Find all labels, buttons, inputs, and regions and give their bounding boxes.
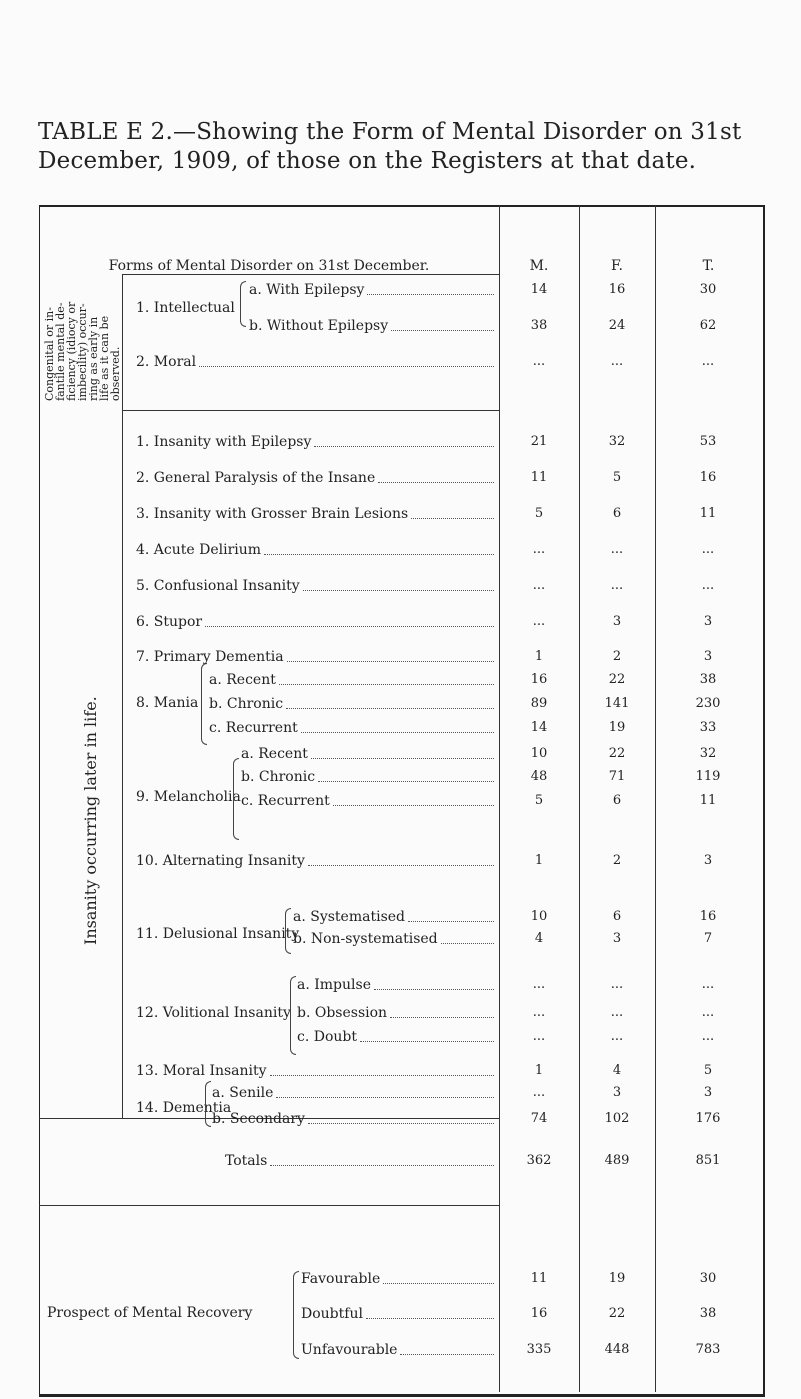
cell-m: 1 xyxy=(534,1063,544,1078)
volitional-label: 12. Volitional Insanity xyxy=(136,1005,291,1021)
page-title xyxy=(38,118,778,176)
volitional-brace xyxy=(290,976,296,1055)
row-leader-dots xyxy=(270,1075,494,1076)
row-label: b. Non-systematised xyxy=(293,931,438,947)
row-leader-dots xyxy=(391,330,494,331)
melancholia-brace xyxy=(233,758,239,840)
congenital-label-line: observed. xyxy=(109,346,122,401)
title-line-1: TABLE E 2.—Showing the Form of Mental Disorder on 31st xyxy=(38,119,742,145)
cell-f: ... xyxy=(610,977,624,992)
row-leader-dots xyxy=(205,626,494,627)
row-label: a. Impulse xyxy=(297,977,371,993)
congenital-label-line: fantile mental de- xyxy=(54,302,67,401)
cell-t: 3 xyxy=(703,1085,713,1100)
cell-f: 3 xyxy=(612,614,622,629)
cell-m: 74 xyxy=(530,1111,548,1126)
row-label: c. Recurrent xyxy=(209,720,298,736)
mania-label: 8. Mania xyxy=(136,695,199,711)
intellectual-brace xyxy=(240,281,246,327)
row-label: b. Chronic xyxy=(209,696,284,712)
cell-m: 5 xyxy=(534,793,544,808)
cell-m: 38 xyxy=(530,318,548,333)
cell-f: 24 xyxy=(608,318,626,333)
cell-t: 3 xyxy=(703,614,713,629)
congenital-label-line: life as it can be xyxy=(98,315,111,401)
congenital-label-line: Congenital or in- xyxy=(43,307,56,401)
congenital-label-line: ring as early in xyxy=(87,316,100,401)
cell-f: 2 xyxy=(612,853,622,868)
cell-f: 448 xyxy=(604,1342,630,1357)
mental-disorder-table xyxy=(39,205,766,1399)
cell-t: 16 xyxy=(699,909,717,924)
header-m: M. xyxy=(529,258,549,274)
cell-f: ... xyxy=(610,354,624,369)
cell-f: ... xyxy=(610,1005,624,1020)
cell-m: 4 xyxy=(534,931,544,946)
cell-m: 14 xyxy=(530,282,548,297)
cell-t: 3 xyxy=(703,853,713,868)
row-leader-dots xyxy=(276,1097,494,1098)
row-label: 10. Alternating Insanity xyxy=(136,853,305,869)
row-label: a. With Epilepsy xyxy=(249,282,365,298)
row-label: 3. Insanity with Grosser Brain Lesions xyxy=(136,506,409,522)
cell-m: 362 xyxy=(526,1153,552,1168)
delusional-brace xyxy=(285,908,291,954)
row-leader-dots xyxy=(314,446,494,447)
row-leader-dots xyxy=(264,554,494,555)
congenital-label-line: ficiency (idiocy or xyxy=(65,301,78,401)
cell-t: 119 xyxy=(695,769,721,784)
cell-t: 7 xyxy=(703,931,713,946)
cell-t: 230 xyxy=(695,696,721,711)
row-label: a. Recent xyxy=(241,746,308,762)
row-label: b. Obsession xyxy=(297,1005,388,1021)
row-label: c. Recurrent xyxy=(241,793,330,809)
cell-m: 14 xyxy=(530,720,548,735)
cell-m: 10 xyxy=(530,746,548,761)
delusional-label: 11. Delusional Insanity xyxy=(136,926,300,942)
cell-f: 489 xyxy=(604,1153,630,1168)
congenital-side-label xyxy=(44,302,121,401)
row-leader-dots xyxy=(318,781,494,782)
row-leader-dots xyxy=(408,921,494,922)
row-label: 4. Acute Delirium xyxy=(136,542,262,558)
cell-f: ... xyxy=(610,578,624,593)
melancholia-label: 9. Melancholia xyxy=(136,789,241,805)
cell-m: 16 xyxy=(530,672,548,687)
cell-f: 19 xyxy=(608,1271,626,1286)
cell-f: 22 xyxy=(608,672,626,687)
mania-brace xyxy=(201,663,207,745)
cell-t: 11 xyxy=(699,506,717,521)
row-leader-dots xyxy=(374,989,494,990)
row-leader-dots xyxy=(400,1354,494,1355)
cell-m: 1 xyxy=(534,853,544,868)
cell-t: 30 xyxy=(699,1271,717,1286)
row-label: Favourable xyxy=(301,1271,381,1287)
cell-m: ... xyxy=(532,542,546,557)
cell-t: 53 xyxy=(699,434,717,449)
cell-m: ... xyxy=(532,1029,546,1044)
cell-f: 71 xyxy=(608,769,626,784)
row-leader-dots xyxy=(301,732,494,733)
row-leader-dots xyxy=(367,294,494,295)
cell-f: ... xyxy=(610,1029,624,1044)
row-label: 7. Primary Dementia xyxy=(136,649,284,665)
cell-t: ... xyxy=(701,977,715,992)
cell-f: 5 xyxy=(612,470,622,485)
cell-f: 6 xyxy=(612,506,622,521)
cell-m: 11 xyxy=(530,1271,548,1286)
cell-m: ... xyxy=(532,1005,546,1020)
cell-t: ... xyxy=(701,578,715,593)
cell-f: 2 xyxy=(612,649,622,664)
cell-f: 22 xyxy=(608,1306,626,1321)
header-forms: Forms of Mental Disorder on 31st December. xyxy=(108,258,430,274)
row-label: b. Secondary xyxy=(212,1111,305,1127)
prospect-brace xyxy=(293,1271,299,1359)
row-label: a. Recent xyxy=(209,672,276,688)
cell-t: 16 xyxy=(699,470,717,485)
cell-t: ... xyxy=(701,354,715,369)
cell-m: 335 xyxy=(526,1342,552,1357)
header-f: F. xyxy=(611,258,623,274)
column-rule-m xyxy=(499,205,500,1392)
row-leader-dots xyxy=(311,758,494,759)
row-label: b. Chronic xyxy=(241,769,316,785)
row-label: 5. Confusional Insanity xyxy=(136,578,300,594)
cell-f: ... xyxy=(610,542,624,557)
row-label: 2. General Paralysis of the Insane xyxy=(136,470,376,486)
row-label: 13. Moral Insanity xyxy=(136,1063,267,1079)
side-label-rule xyxy=(122,274,123,1118)
row-label: 1. Insanity with Epilepsy xyxy=(136,434,312,450)
header-t: T. xyxy=(702,258,715,274)
cell-t: 851 xyxy=(695,1153,721,1168)
row-leader-dots xyxy=(383,1283,494,1284)
cell-t: 38 xyxy=(699,672,717,687)
cell-t: 3 xyxy=(703,649,713,664)
insanity-side-label: Insanity occurring later in life. xyxy=(81,696,100,945)
cell-m: 11 xyxy=(530,470,548,485)
cell-t: 783 xyxy=(695,1342,721,1357)
row-leader-dots xyxy=(303,590,494,591)
cell-t: 38 xyxy=(699,1306,717,1321)
row-leader-dots xyxy=(333,805,494,806)
cell-f: 141 xyxy=(604,696,630,711)
cell-t: ... xyxy=(701,1005,715,1020)
row-leader-dots xyxy=(378,482,494,483)
row-label: b. Without Epilepsy xyxy=(249,318,389,334)
row-leader-dots xyxy=(308,1123,494,1124)
cell-t: 62 xyxy=(699,318,717,333)
congenital-rule xyxy=(122,410,499,411)
cell-t: 32 xyxy=(699,746,717,761)
row-leader-dots xyxy=(308,865,494,866)
column-rule-f xyxy=(579,205,580,1392)
row-leader-dots xyxy=(287,661,494,662)
row-leader-dots xyxy=(199,366,494,367)
row-label: Unfavourable xyxy=(301,1342,398,1358)
cell-m: ... xyxy=(532,578,546,593)
prospect-label: Prospect of Mental Recovery xyxy=(47,1305,253,1321)
row-label: c. Doubt xyxy=(297,1029,357,1045)
row-label: 6. Stupor xyxy=(136,614,203,630)
cell-f: 32 xyxy=(608,434,626,449)
cell-f: 3 xyxy=(612,931,622,946)
cell-m: 16 xyxy=(530,1306,548,1321)
column-rule-t xyxy=(655,205,656,1392)
cell-m: 89 xyxy=(530,696,548,711)
row-label: Doubtful xyxy=(301,1306,363,1322)
cell-f: 102 xyxy=(604,1111,630,1126)
row-label: Totals xyxy=(225,1153,268,1169)
cell-m: ... xyxy=(532,977,546,992)
cell-t: 176 xyxy=(695,1111,721,1126)
cell-m: 48 xyxy=(530,769,548,784)
row-label: a. Senile xyxy=(212,1085,274,1101)
cell-m: ... xyxy=(532,1085,546,1100)
cell-f: 6 xyxy=(612,909,622,924)
row-label: a. Systematised xyxy=(293,909,405,925)
row-leader-dots xyxy=(279,684,494,685)
dementia-label: 14. Dementia xyxy=(136,1100,232,1116)
cell-m: 1 xyxy=(534,649,544,664)
row-leader-dots xyxy=(360,1041,494,1042)
cell-m: 10 xyxy=(530,909,548,924)
totals-rule xyxy=(39,1205,499,1206)
cell-f: 22 xyxy=(608,746,626,761)
cell-m: 5 xyxy=(534,506,544,521)
title-line-2: December, 1909, of those on the Registers at that date. xyxy=(38,148,697,174)
cell-t: ... xyxy=(701,542,715,557)
cell-t: 11 xyxy=(699,793,717,808)
row-leader-dots xyxy=(270,1165,494,1166)
row-leader-dots xyxy=(366,1318,494,1319)
cell-f: 3 xyxy=(612,1085,622,1100)
cell-f: 4 xyxy=(612,1063,622,1078)
header-rule xyxy=(122,274,499,275)
cell-m: ... xyxy=(532,354,546,369)
cell-t: ... xyxy=(701,1029,715,1044)
row-leader-dots xyxy=(411,518,494,519)
dementia-brace xyxy=(205,1081,211,1127)
row-label: 2. Moral xyxy=(136,354,197,370)
cell-f: 16 xyxy=(608,282,626,297)
row-leader-dots xyxy=(286,708,494,709)
cell-f: 19 xyxy=(608,720,626,735)
cell-t: 5 xyxy=(703,1063,713,1078)
cell-f: 6 xyxy=(612,793,622,808)
row-leader-dots xyxy=(390,1017,494,1018)
congenital-label-line: imbecility) occur- xyxy=(76,303,89,401)
cell-t: 33 xyxy=(699,720,717,735)
intellectual-label: 1. Intellectual xyxy=(136,300,235,316)
cell-m: ... xyxy=(532,614,546,629)
cell-t: 30 xyxy=(699,282,717,297)
cell-m: 21 xyxy=(530,434,548,449)
row-leader-dots xyxy=(441,943,494,944)
